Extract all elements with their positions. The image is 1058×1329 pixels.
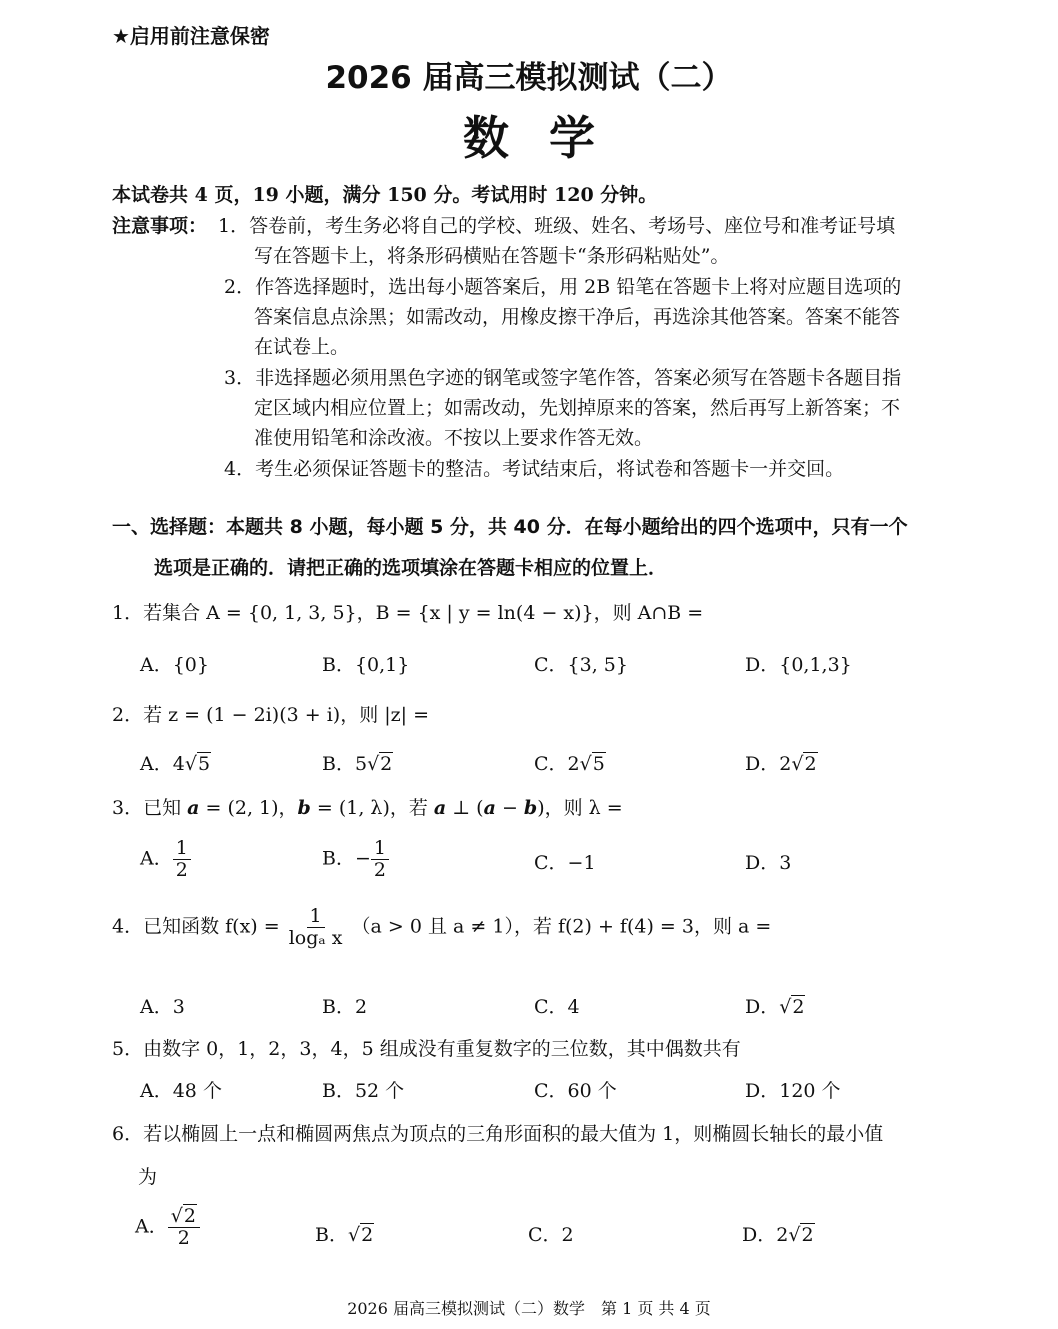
note-line: 在试卷上。 — [254, 336, 350, 358]
radicand: 2 — [183, 1205, 196, 1227]
fraction — [286, 906, 346, 949]
option-label: C． — [534, 753, 568, 775]
option-label: B． — [322, 753, 355, 775]
coefficient: 2 — [776, 1224, 789, 1246]
radicand: 2 — [361, 1224, 374, 1246]
numerator: 1 — [307, 906, 325, 928]
vector-a: a — [483, 797, 496, 819]
option-a: A．3 — [140, 996, 185, 1018]
question-6 — [112, 1119, 883, 1146]
coefficient: 4 — [172, 753, 185, 775]
option-label: B． — [315, 1224, 348, 1246]
notes-label: 注意事项： — [112, 215, 208, 237]
stem-text: （a > 0 且 a ≠ 1），若 f(2) + f(4) = 3，则 a = — [351, 915, 772, 938]
stem-text: ⊥ ( — [446, 797, 484, 819]
vector-b: b — [297, 797, 311, 819]
question-number: 2． — [112, 704, 144, 726]
option-a — [135, 1206, 200, 1249]
question-2 — [112, 700, 429, 727]
option-c — [534, 749, 606, 776]
sqrt-symbol: √2 — [170, 1205, 196, 1227]
option-c: C．60 个 — [534, 1080, 617, 1102]
fraction — [173, 838, 191, 881]
note-line: 4．考生必须保证答题卡的整洁。考试结束后，将试卷和答题卡一并交回。 — [224, 458, 845, 480]
question-6-cont: 为 — [138, 1166, 158, 1188]
question-stem: 若集合 A = {0, 1, 3, 5}，B = {x | y = ln(4 − x)}，则 A∩B = — [143, 602, 704, 624]
option-d: D．3 — [745, 852, 792, 874]
question-3 — [112, 793, 623, 820]
option-b — [322, 838, 389, 881]
numerator: 1 — [371, 838, 389, 860]
note-line: 答案信息点涂黑；如需改动，用橡皮擦干净后，再选涂其他答案。答案不能答 — [254, 306, 901, 328]
radicand: 2 — [804, 753, 817, 775]
option-b: B．{0,1} — [322, 654, 410, 676]
exam-title: 2026 届高三模拟测试（二） — [325, 60, 733, 96]
vector-b: b — [523, 797, 538, 819]
option-d — [742, 1220, 815, 1247]
radicand: 5 — [592, 753, 605, 775]
subject-title: 数学 — [463, 111, 635, 165]
question-stem: 若 z = (1 − 2i)(3 + i)，则 |z| = — [143, 704, 430, 726]
option-b — [322, 749, 393, 776]
option-label: D． — [745, 753, 780, 775]
section-heading: 一、选择题：本题共 8 小题，每小题 5 分，共 40 分．在每小题给出的四个选项中，只有一个 — [112, 516, 908, 538]
note-line: 定区域内相应位置上；如需改动，先划掉原来的答案，然后再写上新答案；不 — [254, 397, 901, 419]
radicand: 5 — [197, 753, 211, 775]
note-line: 3．非选择题必须用黑色字迹的钢笔或签字笔作答，答案必须写在答题卡各题目指 — [224, 367, 902, 389]
question-stem: 若以椭圆上一点和椭圆两焦点为顶点的三角形面积的最大值为 1，则椭圆长轴长的最小值 — [143, 1123, 884, 1145]
question-4 — [112, 906, 771, 949]
exam-intro: 本试卷共 4 页，19 小题，满分 150 分。考试用时 120 分钟。 — [112, 184, 658, 206]
question-stem: 由数字 0，1，2，3，4，5 组成没有重复数字的三位数，其中偶数共有 — [143, 1038, 741, 1060]
option-b — [315, 1220, 374, 1247]
denominator: 2 — [373, 858, 386, 881]
radicand: 2 — [801, 1224, 814, 1246]
fraction — [371, 838, 389, 881]
sqrt-symbol: √2 — [788, 1224, 814, 1246]
page-footer: 2026 届高三模拟测试（二）数学 第 1 页 共 4 页 — [347, 1299, 711, 1318]
denominator: 2 — [177, 1226, 190, 1249]
option-a: A．{0} — [140, 654, 209, 676]
option-c: C．4 — [534, 996, 580, 1018]
sqrt-symbol: √2 — [347, 1224, 374, 1246]
option-d — [745, 992, 805, 1019]
question-number: 6． — [112, 1123, 144, 1145]
question-number: 4． — [112, 915, 144, 938]
option-d: D．120 个 — [745, 1080, 841, 1102]
coefficient: 5 — [354, 753, 368, 775]
option-label: A． — [140, 847, 173, 870]
vector-a: a — [187, 797, 200, 819]
note-line: 1．答卷前，考生务必将自己的学校、班级、姓名、考场号、座位号和准考证号填 — [218, 215, 896, 237]
option-d: D．{0,1,3} — [745, 654, 852, 676]
sqrt-symbol: √5 — [184, 753, 211, 775]
question-number: 1． — [112, 602, 144, 624]
stem-text: = (2, 1)， — [199, 797, 298, 819]
option-label: B． — [322, 847, 355, 870]
section-heading-cont: 选项是正确的．请把正确的选项填涂在答题卡相应的位置上． — [154, 557, 668, 579]
option-c: C．−1 — [534, 852, 596, 874]
option-a — [140, 749, 211, 776]
stem-text: = (1, λ)，若 — [310, 797, 434, 819]
option-d — [745, 749, 818, 776]
question-5 — [112, 1034, 741, 1061]
stem-text: − — [495, 797, 524, 819]
numerator — [168, 1206, 200, 1228]
fraction — [168, 1206, 200, 1249]
denominator: 2 — [175, 858, 188, 881]
stem-text: )，则 λ = — [537, 797, 623, 819]
denominator: logₐ x — [288, 926, 343, 949]
question-number: 5． — [112, 1038, 144, 1060]
vector-a: a — [433, 797, 447, 819]
option-c: C．{3, 5} — [534, 654, 628, 676]
option-label: D． — [745, 996, 780, 1018]
question-1 — [112, 598, 703, 625]
question-number: 3． — [112, 797, 144, 819]
option-a: A．48 个 — [140, 1080, 222, 1102]
option-b: B．52 个 — [322, 1080, 405, 1102]
coefficient: 2 — [567, 753, 580, 775]
option-label: A． — [140, 753, 173, 775]
option-a — [140, 838, 191, 881]
radicand: 2 — [380, 753, 393, 775]
minus-sign: − — [354, 847, 371, 870]
note-line: 2．作答选择题时，选出每小题答案后，用 2B 铅笔在答题卡上将对应题目选项的 — [224, 276, 902, 298]
numerator: 1 — [173, 838, 191, 860]
coefficient: 2 — [779, 753, 792, 775]
stem-text: 已知 — [143, 797, 188, 819]
option-label: D． — [742, 1224, 777, 1246]
option-b: B．2 — [322, 996, 368, 1018]
sqrt-symbol: √2 — [779, 996, 805, 1018]
sqrt-symbol: √2 — [367, 753, 393, 775]
confidential-mark: ★启用前注意保密 — [112, 24, 270, 48]
radicand: 2 — [792, 996, 805, 1018]
note-line: 准使用铅笔和涂改液。不按以上要求作答无效。 — [254, 427, 654, 449]
option-label: A． — [135, 1215, 168, 1238]
sqrt-symbol: √2 — [791, 753, 817, 775]
option-c: C．2 — [528, 1224, 574, 1246]
sqrt-symbol: √5 — [579, 753, 605, 775]
stem-text: 已知函数 f(x) = — [143, 915, 280, 938]
note-line: 写在答题卡上，将条形码横贴在答题卡“条形码粘贴处”。 — [254, 245, 730, 267]
